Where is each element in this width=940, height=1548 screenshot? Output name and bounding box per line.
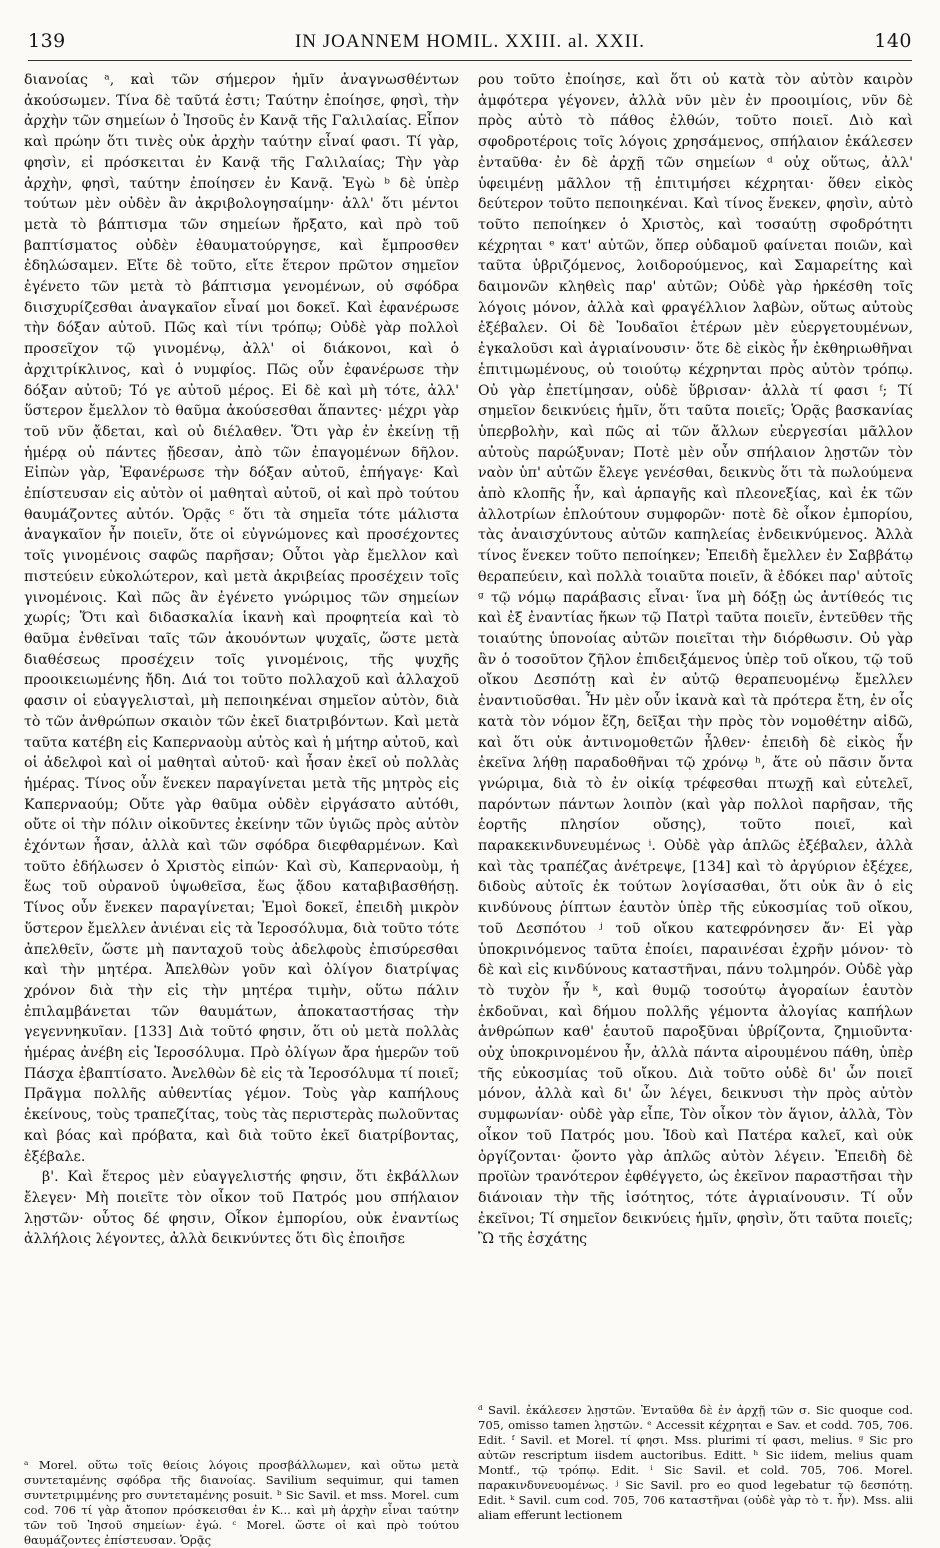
running-title: IN JOANNEM HOMIL. XXIII. al. XXII. bbox=[294, 31, 646, 52]
running-header bbox=[28, 30, 912, 56]
left-column bbox=[24, 70, 459, 1455]
page-number-right: 140 bbox=[874, 30, 912, 52]
left-paragraph-1: διανοίας ᵃ, καὶ τῶν σήμερον ἡμῖν ἀναγνωσθέντων ἀκούσωμεν. Τίνα δὲ ταῦτά ἐστι; Ταύτην ἐποίησε, φησὶ, τὴν ἀρχὴν τῶν σημείων ὁ Ἰησοῦς ἐν Κανᾷ τῆς Γαλιλαίας. Εἶπον καὶ πρώην ὅτι τινὲς οὐκ ἀρχὴν ταύτην εἶναί φασι. Τί γὰρ, φησὶν, εἰ πρόσκειται ἐν Κανᾷ τῆς Γαλιλαίας; Τὴν γὰρ ἀρχὴν, φησὶ, ταύτην ἐποίησεν ἐν Κανᾷ. Ἐγὼ ᵇ δὲ ὑπὲρ τούτων μὲν οὐδὲν ἂν ἀκριβολογησαίμην· ἀλλ' ὅτι μέντοι μετὰ τὸ βάπτισμα τῶν σημείων ἤρξατο, καὶ πρὸ τοῦ βαπτίσματος οὐδὲν ἐθαυματούργησε, καὶ ἔμπροσθεν ἐδηλώσαμεν. Εἴτε δὲ τοῦτο, εἴτε ἕτερον πρῶτον σημεῖον ἐγένετο τῶν μετὰ τὸ βάπτισμα γενομένων, οὐ σφόδρα διισχυρίζεσθαι ἀναγκαῖον εἶναί μοι δοκεῖ. Καὶ ἐφανέρωσε τὴν δόξαν αὐτοῦ. Πῶς καὶ τίνι τρόπῳ; Οὐδὲ γὰρ πολλοὶ προσεῖχον τῷ γινομένῳ, ἀλλ' οἱ διάκονοι, καὶ ὁ ἀρχιτρίκλινος, καὶ ὁ νυμφίος. Πῶς οὖν ἐφανέρωσε τὴν δόξαν αὐτοῦ; Τό γε αὐτοῦ μέρος. Εἰ δὲ καὶ μὴ τότε, ἀλλ' ὕστερον ἔμελλον τὸ θαῦμα ἀκούσεσθαι ἅπαντες· μέχρι γὰρ τοῦ νῦν ᾄδεται, καὶ οὐ διέλαθεν. Ὅτι γὰρ ἐν ἐκείνῃ τῇ ἡμέρᾳ οὐ πάντες ᾔδεσαν, ἀπὸ τῶν ἐπαγομένων δῆλον. Εἰπὼν γὰρ, Ἐφανέρωσε τὴν δόξαν αὐτοῦ, ἐπήγαγε· Καὶ ἐπίστευσαν εἰς αὐτὸν οἱ μαθηταὶ αὐτοῦ, οἱ καὶ πρὸ τούτου θαυμάζοντες αὐτόν. Ὁρᾷς ᶜ ὅτι τὰ σημεῖα τότε μάλιστα ἀναγκαῖον ἦν ποιεῖν, ὅτε οἱ εὐγνώμονες καὶ προσέχοντες τοῖς γινομένοις σαφῶς παρῆσαν; Οὗτοι γὰρ ἔμελλον καὶ πιστεύειν εὐκολώτερον, καὶ μετὰ ἀκριβείας προσέχειν τοῖς γινομένοις. Καὶ πῶς ἂν ἐγένετο γνώριμος τῶν σημείων χωρίς; Ὅτι καὶ διδασκαλία ἱκανὴ καὶ προφητεία καὶ τὸ θαῦμα ἐνθεῖναι ταῖς τῶν ἀκουόντων ψυχαῖς, ὥστε μετὰ διαθέσεως προσέχειν τοῖς γινομένοις, τῆς ψυχῆς προοικειωμένης ἤδη. Διά τοι τοῦτο πολλαχοῦ καὶ ἀλλαχοῦ φασιν οἱ εὐαγγελισταὶ, μὴ πεποιηκέναι σημεῖον αὐτὸν, διὰ τὸ τῶν ἀνθρώπων σκαιὸν τῶν ἐκεῖ διατριβόντων. Καὶ μετὰ ταῦτα κατέβη εἰς Καπερναοὺμ αὐτὸς καὶ ἡ μήτηρ αὐτοῦ, καὶ οἱ ἀδελφοὶ καὶ οἱ μαθηταὶ αὐτοῦ· καὶ ἦσαν ἐκεῖ οὐ πολλὰς ἡμέρας. Τίνος οὖν ἕνεκεν παραγίνεται μετὰ τῆς μητρὸς εἰς Καπερναούμ; Οὔτε γὰρ θαῦμα οὐδὲν εἰργάσατο αὐτόθι, οὔτε οἱ τὴν πόλιν οἰκοῦντες ἐκείνην τῶν ὑγιῶς πρὸς αὐτὸν ἐχόντων ἦσαν, ἀλλὰ καὶ τῶν σφόδρα διεφθαρμένων. Καὶ τοῦτο ἐδήλωσεν ὁ Χριστὸς εἰπών· Καὶ σὺ, Καπερναοὺμ, ἡ ἕως τοῦ οὐρανοῦ ὑψωθεῖσα, ἕως ᾅδου καταβιβασθήσῃ. Τίνος οὖν ἕνεκεν παραγίνεται; Ἐμοὶ δοκεῖ, ἐπειδὴ μικρὸν ὕστερον ἔμελλεν ἀνιέναι εἰς τὰ Ἱεροσόλυμα, διὰ τοῦτο τότε ἀπελθεῖν, ὥστε μὴ πανταχοῦ τοὺς ἀδελφοὺς ἐπισύρεσθαι καὶ τὴν μητέρα. Ἀπελθὼν γοῦν καὶ ὀλίγον διατρίψας χρόνον διὰ τὴν εἰς τὴν μητέρα τιμὴν, οὕτω πάλιν ἐπιλαμβάνεται τῶν θαυμάτων, ἀποκαταστήσας τὴν γεγεννηκυῖαν. [133] Διὰ τοῦτό φησιν, ὅτι οὐ μετὰ πολλὰς ἡμέρας ἀνέβη εἰς Ἱεροσόλυμα. Πρὸ ὀλίγων ἄρα ἡμερῶν τοῦ Πάσχα ἐβαπτίσατο. Ἀνελθὼν δὲ εἰς τὰ Ἱεροσόλυμα τί ποιεῖ; Πρᾶγμα πολλῆς αὐθεντίας γέμον. Τοὺς γὰρ καπήλους ἐκείνους, τοὺς τραπεζίτας, τοὺς τὰς περιστερὰς πωλοῦντας καὶ βόας καὶ πρόβατα, καὶ διὰ τοῦτο ἐκεῖ διατρίβοντας, ἐξέβαλε. bbox=[24, 72, 459, 1165]
header-rule bbox=[28, 60, 912, 61]
right-column bbox=[478, 70, 913, 1400]
footnotes-right: ᵈ Savil. ἐκάλεσεν λῃστῶν. Ἐνταῦθα δὲ ἐν ἀρχῇ τῶν σ. Sic quoque cod. 705, omisso tamen λῃστῶν. ᵉ Accessit κέχρηται e Sav. et codd. 705, 706. Edit. ᶠ Savil. et Morel. τί φησι. Mss. plurimi τί φασι, melius. ᵍ Sic pro αὐτῶν rescriptum iisdem auctoribus. Editt. ʰ Sic iidem, melius quam Montf., τῷ τρόπῳ. Edit. ⁱ Sic Savil. et cold. 705, 706. Morel. παρακινδυνευομένως. ʲ Sic Savil. pro eo quod legebatur τῷ δεσπότῃ. Edit. ᵏ Savil. cum cod. 705, 706 καταστῆναι (οὐδὲ γὰρ τὸ τ. ἦν). Mss. alii aliam efferunt lectionem bbox=[478, 1403, 913, 1522]
right-paragraph-1: ρου τοῦτο ἐποίησε, καὶ ὅτι οὐ κατὰ τὸν αὐτὸν καιρὸν ἀμφότερα γέγονεν, ἀλλὰ νῦν μὲν ἐν προοιμίοις, νῦν δὲ πρὸς αὐτὸ τὸ πάθος ἐλθών, τοῦτο ποιεῖ. Διὸ καὶ σφοδροτέροις τοῖς λόγοις χρησάμενος, σπήλαιον ἐκάλεσεν ἐνταῦθα· ἐν δὲ ἀρχῇ τῶν σημείων ᵈ οὐχ οὕτως, ἀλλ' ὑφειμένῃ μᾶλλον τῇ ἐπιτιμήσει κέχρηται· ὅθεν εἰκὸς δεύτερον τοῦτο πεποιηκέναι. Καὶ τίνος ἕνεκεν, φησὶν, αὐτὸ τοῦτο πεποίηκεν ὁ Χριστὸς, καὶ τοσαύτῃ σφοδρότητι κέχρηται ᵉ κατ' αὐτῶν, ὅπερ οὐδαμοῦ φαίνεται ποιῶν, καὶ ταῦτα ὑβριζόμενος, λοιδορούμενος, καὶ Σαμαρείτης καὶ δαιμονῶν κληθεὶς παρ' αὐτῶν; Οὐδὲ γὰρ ἠρκέσθη τοῖς λόγοις μόνον, ἀλλὰ καὶ φραγέλλιον λαβὼν, οὕτως αὐτοὺς ἐξέβαλεν. Οἱ δὲ Ἰουδαῖοι ἑτέρων μὲν εὐεργετουμένων, ἐγκαλοῦσι καὶ ἀγριαίνουσιν· ὅτε δὲ εἰκὸς ἦν ἐκθηριωθῆναι ἐπιτιμωμένους, οὐ τοιούτῳ κέχρηνται πρὸς αὐτὸν τρόπῳ. Οὐ γὰρ ἐπετίμησαν, οὐδὲ ὕβρισαν· ἀλλὰ τί φασι ᶠ; Τί σημεῖον δεικνύεις ἡμῖν, ὅτι ταῦτα ποιεῖς; Ὁρᾷς βασκανίας ὑπερβολὴν, καὶ πῶς αἱ τῶν ἄλλων εὐεργεσίαι μᾶλλον αὐτοὺς παρώξυναν; Ποτὲ μὲν οὖν σπήλαιον λῃστῶν τὸν ναὸν ὑπ' αὐτῶν ἔλεγε γενέσθαι, δεικνὺς ὅτι τὰ πωλούμενα ἀπὸ κλοπῆς ἦν, καὶ ἁρπαγῆς καὶ πλεονεξίας, καὶ ἐκ τῶν ἀλλοτρίων ἐπλούτουν συμφορῶν· ποτὲ δὲ οἶκον ἐμπορίου, τὰς ἀναισχύντους αὐτῶν καπηλείας ἐνδεικνύμενος. Ἀλλὰ τίνος ἕνεκεν τοῦτο πεποίηκεν; Ἐπειδὴ ἔμελλεν ἐν Σαββάτῳ θεραπεύειν, καὶ πολλὰ τοιαῦτα ποιεῖν, ἃ ἐδόκει παρ' αὐτοῖς ᵍ τῷ νόμῳ παράβασις εἶναι· ἵνα μὴ δόξῃ ὡς ἀντίθεός τις καὶ ἐξ ἐναντίας ἥκων τῷ Πατρὶ ταῦτα ποιεῖν, ἐντεῦθεν τῆς τοιαύτης ὑπονοίας αὐτῶν ποιεῖται τὴν διόρθωσιν. Οὐ γὰρ ἂν ὁ τοσοῦτον ζῆλον ἐπιδειξάμενος ὑπὲρ τοῦ οἴκου, τῷ τοῦ οἴκου Δεσπότῃ καὶ ἐν αὐτῷ θεραπευομένῳ ἔμελλεν ἐναντιοῦσθαι. Ἦν μὲν οὖν ἱκανὰ καὶ τὰ πρότερα ἔτη, ἐν οἷς κατὰ τὸν νόμον ἔζη, δεῖξαι τὴν πρὸς τὸν νομοθέτην αἰδῶ, καὶ ὅτι οὐκ ἀντινομοθετῶν ἦλθεν· ἐπειδὴ δὲ εἰκὸς ἦν ἐκεῖνα λήθῃ παραδοθῆναι τῷ χρόνῳ ʰ, ἅτε οὐ πᾶσιν ὄντα γνώριμα, διὰ τὸ ἐν οἰκίᾳ τρέφεσθαι πτωχῇ καὶ εὐτελεῖ, παρόντων πάντων λοιπὸν (καὶ γὰρ πολλοὶ παρῆσαν, τῆς ἑορτῆς πλησίον οὔσης), τοῦτο ποιεῖ, καὶ παρακεκινδυνευμένως ⁱ. Οὐδὲ γὰρ ἁπλῶς ἐξέβαλεν, ἀλλὰ καὶ τὰς τραπέζας ἀνέτρεψε, [134] καὶ τὸ ἀργύριον ἐξέχεε, διδοὺς αὐτοῖς ἐκ τούτων λογίσασθαι, ὅτι οὐκ ἂν ὁ εἰς κινδύνους ῥίπτων ἑαυτὸν ὑπὲρ τῆς εὐκοσμίας τοῦ οἴκου, τοῦ Δεσπότου ʲ τοῦ οἴκου κατεφρόνησεν ἄν· Εἰ γὰρ ὑποκρινόμενος ταῦτα ἐποίει, παραινέσαι ἐχρῆν μόνον· τὸ δὲ καὶ εἰς κινδύνους καταστῆναι, πάνυ τολμηρόν. Οὐδὲ γὰρ τὸ τυχὸν ἦν ᵏ, καὶ θυμῷ τοσούτῳ ἀγοραίων ἑαυτὸν ἐκδοῦναι, καὶ δήμου πολλῆς γέμοντα ἀλογίας καπήλων ἀνθρώπων καθ' ἑαυτοῦ παροξῦναι ὑβρίζοντα, ζημιοῦντα· οὐχ ὑποκρινομένου ἦν, ἀλλὰ πάντα αἱρουμένου πάθη, ὑπὲρ τῆς εὐκοσμίας τοῦ οἴκου. Διὰ τοῦτο οὐδὲ δι' ὧν ποιεῖ μόνον, ἀλλὰ καὶ δι' ὧν λέγει, δεικνυσι τὴν πρὸς αὐτὸν συμφωνίαν· οὐδὲ γὰρ εἶπε, Τὸν οἶκον τὸν ἅγιον, ἀλλὰ, Τὸν οἶκον τοῦ Πατρός μου. Ἰδοὺ καὶ Πατέρα καλεῖ, καὶ οὐκ ὀργίζονται· ᾤοντο γὰρ ἁπλῶς αὐτὸν λέγειν. Ἐπειδὴ δὲ προϊὼν τρανότερον ἐφθέγγετο, ὡς ἐκεῖνον παραστῆσαι τὴν διάνοιαν τὴν τῆς ἰσότητος, τότε ἀγριαίνουσιν. Τί οὖν ἐκεῖνοι; Τί σημεῖον δεικνύεις ἡμῖν, φησὶν, ὅτι ταῦτα ποιεῖς; Ὢ τῆς ἐσχάτης bbox=[478, 72, 913, 1248]
page-number-left: 139 bbox=[28, 30, 66, 52]
left-paragraph-2: β'. Καὶ ἕτερος μὲν εὐαγγελιστής φησιν, ὅτι ἐκβάλλων ἔλεγεν· Μὴ ποιεῖτε τὸν οἶκον τοῦ Πατρός μου σπήλαιον λῃστῶν· οὗτος δέ φησιν, Οἶκον ἐμπορίου, οὐκ ἐναντίως ἀλλήλοις λέγοντες, ἀλλὰ δεικνύντες ὅτι δὶς ἐποιῆσε bbox=[24, 1169, 459, 1248]
footnotes-left: ᵃ Morel. οὕτω τοῖς θείοις λόγοις προσβάλλωμεν, καὶ οὕτω μετὰ συντεταμένης σφόδρα τῆς διανοίας. Savilium sequimur, qui tamen συντετριμμένης pro συντεταμένης posuit. ᵇ Sic Savil. et mss. Morel. cum cod. 706 τί γὰρ ἄτοπον πρόσκεισθαι ἐν Κ... καὶ μὴ ἀρχὴν εἶναι ταύτην τῶν τοῦ Ἰησοῦ σημείων· ἐγώ. ᶜ Morel. ὥστε οἱ καὶ πρὸ τούτου θαυμάζοντες ἐπίστευσαν. Ὁρᾷς bbox=[24, 1458, 459, 1547]
